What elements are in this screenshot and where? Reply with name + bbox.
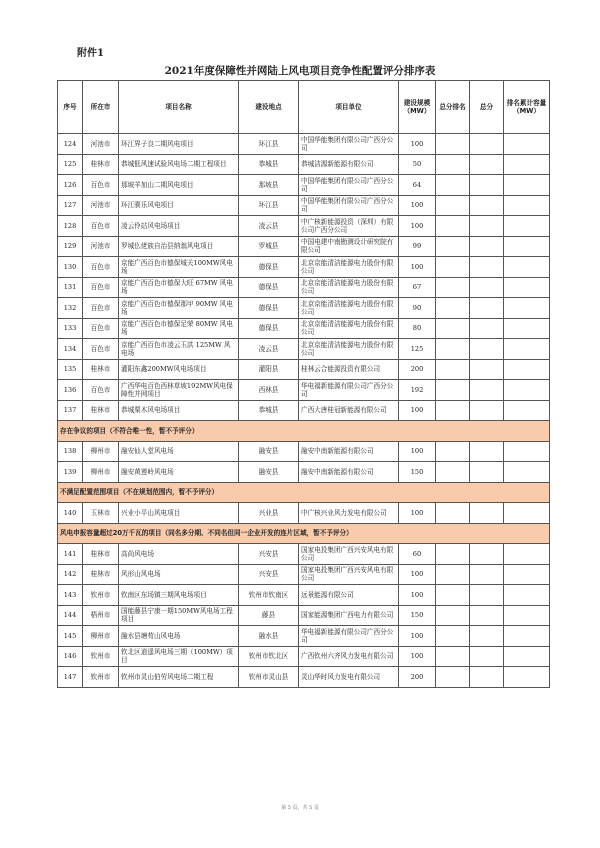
cell-company: 广西钦州六齐风力发电有限公司 [299,646,399,667]
cell-no: 147 [58,667,83,688]
section-header-row [58,421,550,442]
cell-score [470,216,504,237]
table-row [58,318,550,339]
cell-no: 140 [58,503,83,524]
table-row [58,585,550,606]
header-company: 项目单位 [299,81,399,134]
cell-site: 凌云县 [239,339,299,360]
cell-mw: 80 [399,318,436,339]
page-footer: 第 5 页，共 5 页 [281,805,319,811]
cell-mw: 125 [399,339,436,360]
cell-name: 融安仙人堂风电场 [119,441,239,462]
cell-score [470,298,504,319]
cell-site: 兴业县 [239,503,299,524]
cell-rank [436,626,470,647]
cell-score [470,585,504,606]
cell-site: 钦州市灵山县 [239,667,299,688]
header-capacity: 建设规模（MW） [399,81,436,134]
cell-cum [504,380,550,401]
cell-company: 北京京能清洁能源电力股份有限公司 [299,318,399,339]
cell-company: 中国华能集团有限公司广西分公司 [299,195,399,216]
table-row [58,400,550,421]
cell-city: 百色市 [83,277,119,298]
cell-site: 德保县 [239,318,299,339]
cell-cum [504,154,550,175]
cell-name: 罗城仫佬族自治县纳翁风电项目 [119,236,239,257]
cell-site: 西林县 [239,380,299,401]
cell-no: 132 [58,298,83,319]
cell-city: 河池市 [83,236,119,257]
header-project-name: 项目名称 [119,81,239,134]
cell-cum [504,216,550,237]
cell-cum [504,236,550,257]
cell-no: 134 [58,339,83,360]
cell-name: 环江驯乐风电项目 [119,195,239,216]
cell-name: 京能广西百色市德保那甲 90MW 风电场 [119,298,239,319]
cell-company: 华电福新能源有限公司广西分公司 [299,380,399,401]
cell-rank [436,441,470,462]
cell-company: 北京京能清洁能源电力股份有限公司 [299,339,399,360]
cell-site: 兴安县 [239,544,299,565]
cell-rank [436,667,470,688]
cell-mw: 67 [399,277,436,298]
cell-name: 钦北区逍遥风电场三期（100MW）项目 [119,646,239,667]
cell-mw: 64 [399,175,436,196]
cell-name: 京能广西百色市德保城关100MW风电场 [119,257,239,278]
cell-score [470,257,504,278]
cell-rank [436,462,470,483]
cell-name: 凌云伶站风电场项目 [119,216,239,237]
cell-cum [504,646,550,667]
cell-name: 融安黄莲岭风电场 [119,462,239,483]
cell-company: 中广核兴业风力发电有限公司 [299,503,399,524]
cell-company: 华电福新能源有限公司广西分公司 [299,626,399,647]
cell-city: 柳州市 [83,462,119,483]
table-row [58,339,550,360]
cell-score [470,154,504,175]
score-ranking-table [57,80,550,688]
cell-score [470,646,504,667]
header-cumulative: 排名累计容量（MW） [504,81,550,134]
table-row [58,646,550,667]
cell-name: 恭城低风速试验风电场二期工程项目 [119,154,239,175]
cell-mw: 100 [399,503,436,524]
cell-cum [504,667,550,688]
cell-mw: 150 [399,605,436,626]
cell-score [470,503,504,524]
cell-no: 130 [58,257,83,278]
cell-city: 钦州市 [83,585,119,606]
cell-cum [504,400,550,421]
cell-name: 兴业小平山风电项目 [119,503,239,524]
cell-company: 中国华能集团有限公司广西分公司 [299,175,399,196]
cell-company: 国家能源集团广西电力有限公司 [299,605,399,626]
cell-cum [504,564,550,585]
cell-mw: 60 [399,544,436,565]
cell-city: 河池市 [83,195,119,216]
cell-score [470,400,504,421]
cell-mw: 192 [399,380,436,401]
cell-cum [504,462,550,483]
cell-name: 环江界子良二期风电项目 [119,134,239,155]
cell-no: 139 [58,462,83,483]
header-site: 建设地点 [239,81,299,134]
table-row [58,605,550,626]
cell-site: 德保县 [239,277,299,298]
table-row [58,195,550,216]
cell-site: 环江县 [239,134,299,155]
cell-site: 钦州市钦北区 [239,646,299,667]
cell-rank [436,298,470,319]
cell-score [470,236,504,257]
table-row [58,462,550,483]
header-rank: 总分排名 [436,81,470,134]
cell-city: 桂林市 [83,564,119,585]
cell-name: 融水县塘苟山风电场 [119,626,239,647]
cell-name: 灌阳东鑫200MW风电场项目 [119,359,239,380]
cell-company: 灵山华时风力发电有限公司 [299,667,399,688]
table-row [58,503,550,524]
cell-mw: 100 [399,195,436,216]
cell-rank [436,154,470,175]
table-row [58,359,550,380]
cell-no: 125 [58,154,83,175]
section-title: 存在争议的项目（不符合唯一性，暂不予评分） [58,421,550,442]
cell-mw: 200 [399,359,436,380]
cell-city: 柳州市 [83,441,119,462]
cell-name: 钦南区东场镇三期风电场项目 [119,585,239,606]
cell-company: 恭城洁源新能源有限公司 [299,154,399,175]
cell-company: 国家电投集团广西兴安风电有限公司 [299,544,399,565]
cell-site: 藤县 [239,605,299,626]
cell-site: 环江县 [239,195,299,216]
table-row [58,564,550,585]
cell-site: 恭城县 [239,400,299,421]
cell-site: 凌云县 [239,216,299,237]
cell-city: 梧州市 [83,605,119,626]
cell-mw: 100 [399,257,436,278]
cell-mw: 100 [399,646,436,667]
cell-name: 广西华电百色西林草坡192MW风电保障性并网项目 [119,380,239,401]
cell-score [470,605,504,626]
cell-no: 124 [58,134,83,155]
cell-score [470,277,504,298]
cell-no: 138 [58,441,83,462]
cell-rank [436,503,470,524]
cell-cum [504,298,550,319]
cell-company: 融安中南新能源有限公司 [299,462,399,483]
cell-cum [504,339,550,360]
cell-score [470,359,504,380]
cell-name: 恭城栗木风电场项目 [119,400,239,421]
cell-rank [436,585,470,606]
cell-site: 罗城县 [239,236,299,257]
cell-cum [504,626,550,647]
cell-city: 百色市 [83,339,119,360]
cell-mw: 100 [399,441,436,462]
cell-no: 137 [58,400,83,421]
cell-company: 中国华能集团有限公司广西分公司 [299,134,399,155]
cell-score [470,195,504,216]
cell-company: 融安中南新能源有限公司 [299,441,399,462]
cell-score [470,318,504,339]
cell-score [470,441,504,462]
table-row [58,216,550,237]
cell-mw: 100 [399,626,436,647]
cell-name: 钦州市灵山伯劳风电场二期工程 [119,667,239,688]
cell-site: 融安县 [239,462,299,483]
cell-mw: 99 [399,236,436,257]
cell-company: 国家电投集团广西兴安风电有限公司 [299,564,399,585]
header-city: 所在市 [83,81,119,134]
table-row [58,154,550,175]
cell-cum [504,318,550,339]
cell-mw: 150 [399,462,436,483]
cell-name: 那坡羊加山二期风电项目 [119,175,239,196]
cell-mw: 100 [399,216,436,237]
cell-score [470,626,504,647]
cell-city: 玉林市 [83,503,119,524]
cell-mw: 100 [399,564,436,585]
table-row [58,257,550,278]
cell-company: 中广核新能源投资（深圳）有限公司广西分公司 [299,216,399,237]
cell-mw: 90 [399,298,436,319]
cell-cum [504,134,550,155]
cell-cum [504,441,550,462]
cell-score [470,462,504,483]
section-title: 不满足配置范围项目（不在规划范围内，暂不予评分） [58,482,550,503]
cell-no: 133 [58,318,83,339]
cell-no: 129 [58,236,83,257]
cell-no: 145 [58,626,83,647]
cell-name: 京能广西百色市凌云玉洪 125MW 风电场 [119,339,239,360]
cell-name: 风形山风电场 [119,564,239,585]
table-row [58,175,550,196]
cell-cum [504,359,550,380]
cell-city: 百色市 [83,380,119,401]
cell-rank [436,236,470,257]
cell-rank [436,216,470,237]
cell-city: 河池市 [83,134,119,155]
cell-city: 百色市 [83,175,119,196]
attachment-label: 附件1 [77,48,104,59]
cell-rank [436,564,470,585]
cell-mw: 200 [399,667,436,688]
cell-score [470,564,504,585]
cell-name: 国能藤县宁康一期150MW风电场工程项目 [119,605,239,626]
cell-rank [436,339,470,360]
cell-rank [436,134,470,155]
cell-mw: 50 [399,154,436,175]
cell-site: 融安县 [239,441,299,462]
cell-company: 桂林云合能源投资有限公司 [299,359,399,380]
table-header-row [58,81,550,134]
cell-score [470,175,504,196]
cell-company: 北京京能清洁能源电力股份有限公司 [299,298,399,319]
cell-rank [436,605,470,626]
table-row [58,667,550,688]
cell-site: 融水县 [239,626,299,647]
cell-company: 中国电建中南勘测设计研究院有限公司 [299,236,399,257]
cell-score [470,134,504,155]
cell-rank [436,544,470,565]
section-header-row [58,482,550,503]
cell-company: 北京京能清洁能源电力股份有限公司 [299,257,399,278]
cell-site: 兴安县 [239,564,299,585]
cell-cum [504,175,550,196]
table-row [58,236,550,257]
cell-site: 那坡县 [239,175,299,196]
cell-city: 百色市 [83,216,119,237]
cell-score [470,544,504,565]
cell-site: 德保县 [239,257,299,278]
table-row [58,441,550,462]
cell-no: 126 [58,175,83,196]
cell-company: 广西大唐桂冠新能源有限公司 [299,400,399,421]
table-row [58,626,550,647]
table-body [58,134,550,688]
cell-city: 百色市 [83,298,119,319]
cell-city: 桂林市 [83,544,119,565]
cell-no: 136 [58,380,83,401]
document-title: 2021年度保障性并网陆上风电项目竞争性配置评分排序表 [164,65,436,77]
cell-name: 京能广西百色市德保足荣 80MW 风电场 [119,318,239,339]
cell-rank [436,646,470,667]
cell-site: 灌阳县 [239,359,299,380]
cell-no: 143 [58,585,83,606]
cell-rank [436,359,470,380]
cell-cum [504,277,550,298]
cell-name: 京能广西百色市德保大旺 67MW 风电场 [119,277,239,298]
table-row [58,134,550,155]
cell-company: 北京京能清洁能源电力股份有限公司 [299,277,399,298]
cell-rank [436,380,470,401]
cell-no: 131 [58,277,83,298]
cell-no: 128 [58,216,83,237]
cell-name: 高尚风电场 [119,544,239,565]
cell-cum [504,585,550,606]
cell-cum [504,257,550,278]
cell-mw: 100 [399,585,436,606]
section-header-row [58,523,550,544]
cell-no: 142 [58,564,83,585]
section-title: 风电申报容量超过20万千瓦的项目（同名多分期、不同名但同一企业开发的连片区域，暂不予评分） [58,523,550,544]
cell-score [470,380,504,401]
cell-cum [504,503,550,524]
cell-rank [436,195,470,216]
cell-city: 桂林市 [83,400,119,421]
cell-company: 远景能源有限公司 [299,585,399,606]
header-score: 总分 [470,81,504,134]
cell-mw: 100 [399,134,436,155]
table-row [58,298,550,319]
cell-score [470,339,504,360]
cell-cum [504,544,550,565]
cell-rank [436,175,470,196]
cell-rank [436,400,470,421]
cell-rank [436,318,470,339]
cell-rank [436,277,470,298]
cell-no: 135 [58,359,83,380]
cell-city: 钦州市 [83,646,119,667]
table-row [58,277,550,298]
cell-no: 141 [58,544,83,565]
cell-city: 柳州市 [83,626,119,647]
cell-cum [504,605,550,626]
cell-city: 桂林市 [83,154,119,175]
cell-no: 146 [58,646,83,667]
cell-site: 恭城县 [239,154,299,175]
table-row [58,544,550,565]
cell-site: 德保县 [239,298,299,319]
cell-site: 钦州市钦南区 [239,585,299,606]
cell-city: 桂林市 [83,359,119,380]
cell-rank [436,257,470,278]
cell-mw: 100 [399,400,436,421]
header-no: 序号 [58,81,83,134]
cell-score [470,667,504,688]
cell-city: 百色市 [83,257,119,278]
cell-cum [504,195,550,216]
cell-city: 钦州市 [83,667,119,688]
table-row [58,380,550,401]
cell-city: 百色市 [83,318,119,339]
cell-no: 127 [58,195,83,216]
cell-no: 144 [58,605,83,626]
